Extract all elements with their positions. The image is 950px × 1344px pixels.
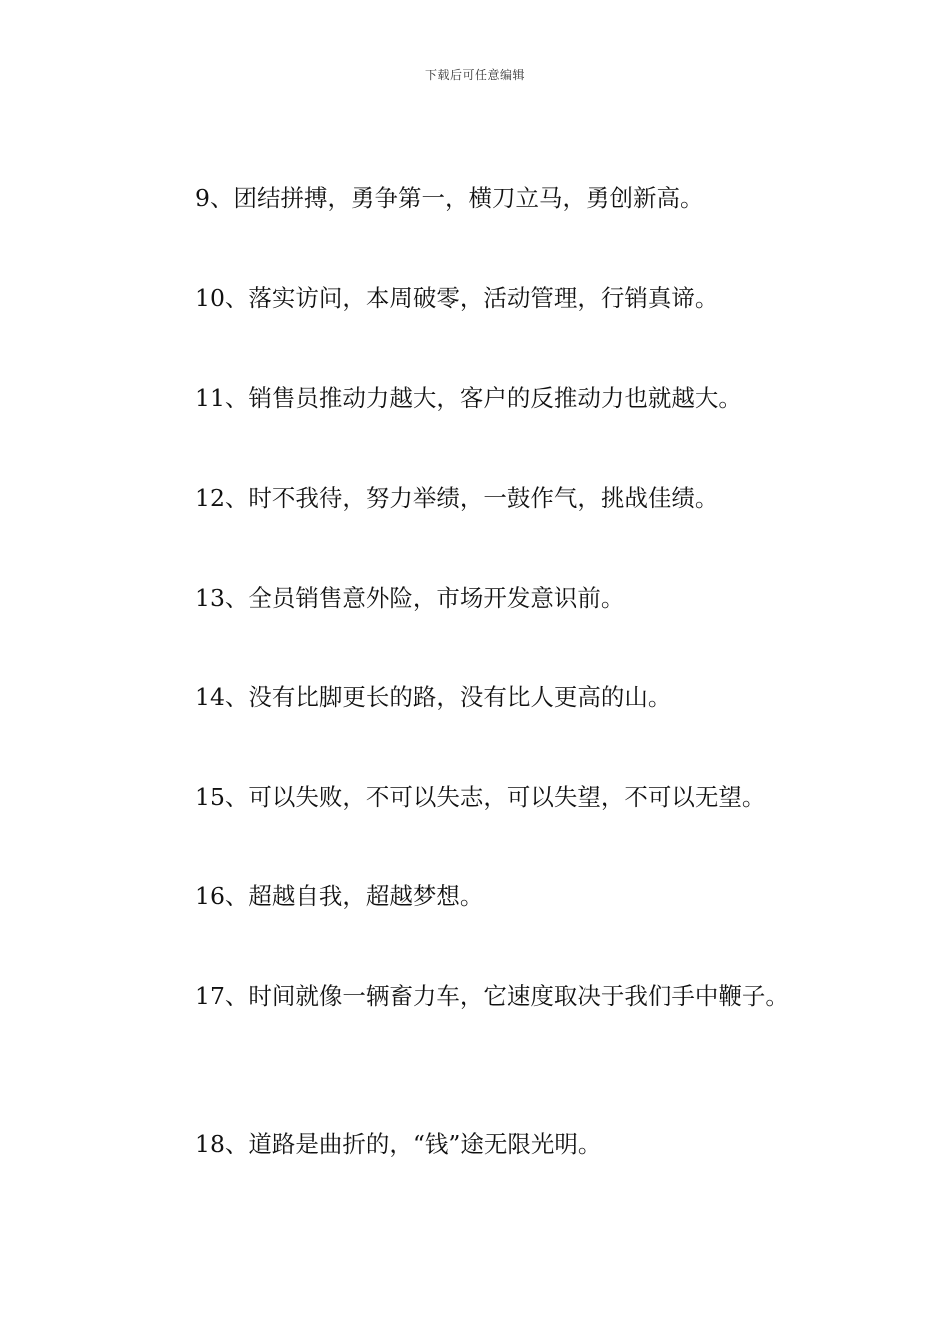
list-item: 15、可以失败，不可以失志，可以失望，不可以无望。 <box>195 783 766 811</box>
list-item: 17、时间就像一辆畜力车，它速度取决于我们手中鞭子。 <box>195 982 789 1010</box>
list-item: 9、团结拼搏，勇争第一，横刀立马，勇创新高。 <box>195 184 704 212</box>
list-item: 12、时不我待，努力举绩，一鼓作气，挑战佳绩。 <box>195 484 719 512</box>
list-item: 13、全员销售意外险，市场开发意识前。 <box>195 584 625 612</box>
list-item: 11、销售员推动力越大，客户的反推动力也就越大。 <box>195 384 742 412</box>
list-item: 14、没有比脚更长的路，没有比人更高的山。 <box>195 683 672 711</box>
page-header: 下载后可任意编辑 <box>424 68 525 82</box>
list-item: 10、落实访问，本周破零，活动管理，行销真谛。 <box>195 284 719 312</box>
list-item: 16、超越自我，超越梦想。 <box>195 882 484 910</box>
list-item: 18、道路是曲折的，“钱”途无限光明。 <box>195 1130 602 1158</box>
